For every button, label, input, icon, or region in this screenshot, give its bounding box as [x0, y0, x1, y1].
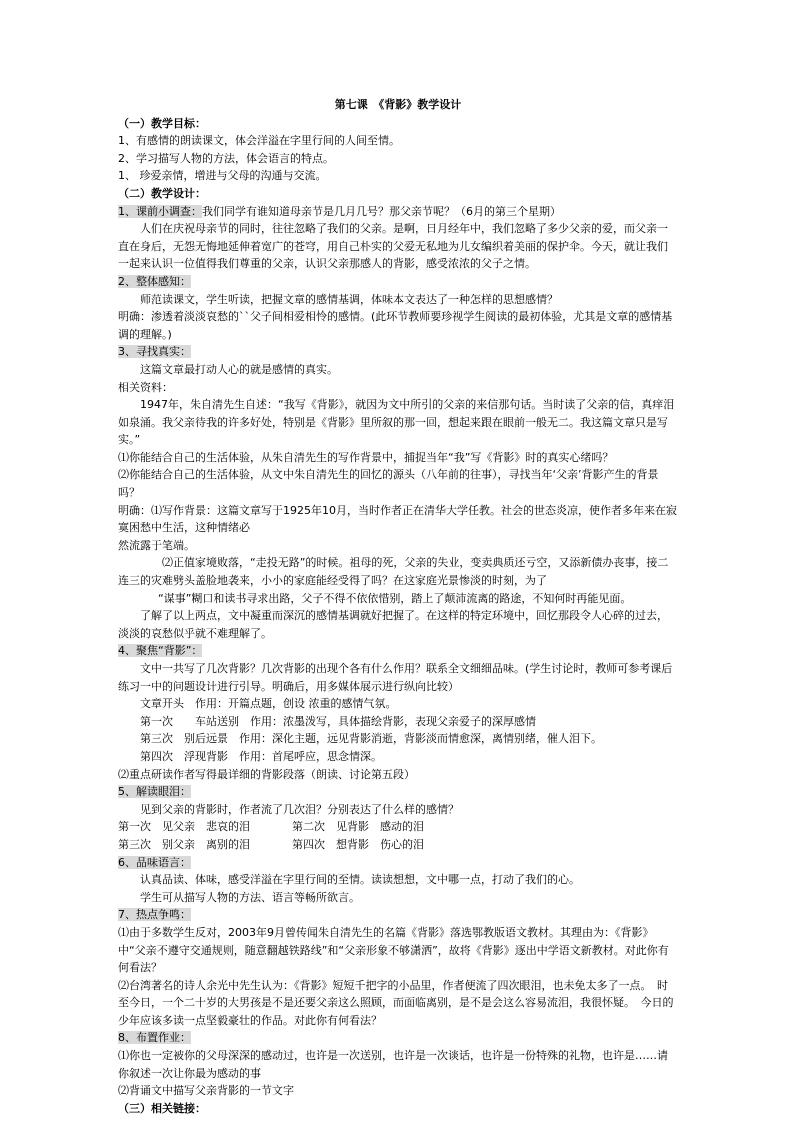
step-7-label: 7、热点争鸣： [118, 908, 191, 922]
objective-1: 1、有感情的朗读课文，体会洋溢在字里行间的人间至情。 [118, 134, 400, 148]
step-3-quote: 1947年，朱自清先生自述：“我写《背影》，就因为文中所引的父亲的来信那句话。当时读了父亲的信，真痒泪如泉涌。我父亲待我的许多好处，特别是《背影》里所叙的那一回，想起来跟在眼前一般无二。我这篇文章只是写实。” [118, 398, 675, 447]
step-3-answer-2: ⑵正值家境败落，“走投无路”的时候。祖母的死，父亲的失业，变卖典质还亏空，又添新债办丧事，接二连三的灾难劈头盖脸地袭来，小小的家庭能经受得了吗？在这家庭光景惨淡的时刻，为了 [118, 556, 669, 588]
step-6-text-1: 认真品读、体味，感受洋溢在字里行间的至情。读读想想，文中哪一点，打动了我们的心。 [140, 873, 580, 887]
step-8-label: 8、布置作业： [118, 1031, 191, 1045]
step-2-task: 师范读课文，学生听读，把握文章的感情基调，体味本文表达了一种怎样的思想感情？ [140, 292, 558, 306]
section-3-heading: （三）相关链接： [118, 1101, 206, 1115]
step-3-answer-1-end: 然流露于笔端。 [118, 538, 195, 552]
back-view-third: 第三次 别后远景 作用：深化主题，远见背影消逝，背影淡而情愈深，离情别绪，催人泪下。 [140, 732, 602, 746]
step-2-label: 2、整体感知： [118, 274, 191, 288]
step-1-body: 人们在庆祝母亲节的同时，往往忽略了我们的父亲。是啊，日月经年中，我们忽略了多少父亲的爱，而父亲一直在身后，无怨无悔地延伸着宽广的苍穹，用自己朴实的父爱无私地为儿女编织着美丽的保护伞。今天，就让我们一起来认识一位值得我们尊重的父亲，认识父亲那感人的背影，感受浓浓的父子之情。 [118, 222, 668, 271]
step-3-label: 3、寻找真实： [118, 345, 191, 359]
tears-cell: 第三次 别父亲 离别的泪 [118, 837, 250, 851]
step-3-summary: 了解了以上两点，文中凝重而深沉的感情基调就好把握了。在这样的特定环境中，回忆那段令人心碎的过去，淡淡的哀愁似乎就不难理解了。 [118, 609, 668, 640]
step-4-text: 文中一共写了几次背影？几次背影的出现个各有什么作用？联系全文细细品味。(学生讨论时，教师可参考课后练习一中的问题设计进行引导。明确后，用多媒体展示进行纵向比较） [118, 662, 673, 693]
tears-cell: 第四次 想背影 伤心的泪 [292, 837, 424, 851]
step-4-key-reading: ⑵重点研读作者写得最详细的背影段落（朗读、讨论第五段） [118, 767, 415, 781]
step-3-answer-1: 明确：⑴写作背景：这篇文章写于1925年10月，当时作者正在清华大学任教。社会的世态炎凉，使作者多年来在寂寞困愁中生活，这种情绪必 [118, 503, 677, 535]
step-7-text-1: ⑴由于多数学生反对，2003年9月曾传闻朱自清先生的名篇《背影》落选鄂教版语文教材。其理由为：《背影》中“父亲不遵守交通规则，随意翻越铁路线”和“父亲形象不够潇洒”，故将《背影》逐出中学语文新教材。对此你有何看法？ [118, 925, 669, 975]
section-2-heading: （二）教学设计： [118, 186, 206, 200]
section-1-heading: （一）教学目标： [118, 116, 206, 130]
step-3-question-1: ⑴你能结合自己的生活体验，从朱自清先生的写作背景中，捕捉当年“我”写《背影》时的真实心绪吗？ [118, 450, 614, 464]
tears-cell: 第一次 见父亲 悲哀的泪 [118, 820, 250, 834]
objective-2: 2、学习描写人物的方法，体会语言的特点。 [118, 151, 334, 165]
step-3-answer-2-end: “谋事”糊口和读书寻求出路，父子不得不依依惜别，踏上了颠沛流离的路途，不知何时再能见面。 [158, 591, 632, 605]
back-view-fourth: 第四次 浮现背影 作用：首尾呼应，思念情深。 [140, 749, 382, 763]
document-title: 第七课 《背影》教学设计 [334, 98, 462, 111]
tears-cell: 第二次 见背影 感动的泪 [292, 820, 424, 834]
back-view-first: 第一次 车站送别 作用：浓墨泼写，具体描绘背影，表现父亲爱子的深厚感情 [140, 714, 536, 728]
step-4-label: 4、聚焦“背影”： [118, 644, 203, 658]
step-3-question-2: ⑵你能结合自己的生活体验，从文中朱自清先生的回忆的源头（八年前的往事），寻找当年‘父亲’背影产生的背景吗？ [118, 468, 659, 500]
step-6-label: 6、品味语言： [118, 855, 191, 869]
step-1-question: 我们同学有谁知道母亲节是几月几号？那父亲节呢？（6月的第三个星期） [202, 204, 561, 218]
tears-row [118, 818, 678, 836]
step-1-label: 1、课前小调查： [118, 204, 202, 218]
back-view-opening: 文章开头 作用：开篇点题，创设 浓重的感情气氛。 [140, 697, 397, 711]
step-8-text-1: ⑴你也一定被你的父母深深的感动过，也许是一次送别，也许是一次谈话，也许是一份特殊的礼物，也许是……请你叙述一次让你最为感动的事 [118, 1049, 668, 1080]
objective-3: 1、 珍爱亲情，增进与父母的沟通与交流。 [118, 169, 327, 183]
step-7-text-2: ⑵台湾著名的诗人余光中先生认为：《背影》短短千把字的小品里，作者便流了四次眼泪，也未免太多了一点。 时至今日，一个二十岁的大男孩是不是还要父亲这么照顾，而面临离别，是不是会这么容易流泪，我很怀疑。 今日的少年应该多读一点坚毅豪壮的作品。对此你有何看法？ [118, 978, 674, 1027]
step-6-text-2: 学生可从描写人物的方法、语言等畅所欲言。 [140, 890, 360, 904]
step-3-text: 这篇文章最打动人心的就是感情的真实。 [140, 362, 338, 376]
step-1-line [118, 203, 678, 221]
document-page [118, 96, 678, 1117]
step-3-reference-label: 相关资料： [118, 380, 173, 394]
step-5-label: 5、解读眼泪： [118, 785, 191, 799]
step-2-answer: 明确：渗透着淡淡哀愁的``父子间相爱相怜的感情。(此环节教师要珍视学生阅读的最初体验，尤其是文章的感情基调的理解。) [118, 310, 673, 341]
step-8-text-2: ⑵背诵文中描写父亲背影的一节文字 [118, 1084, 294, 1098]
step-5-text: 见到父亲的背影时，作者流了几次泪？分别表达了什么样的感情？ [140, 802, 459, 816]
tears-row [118, 836, 678, 854]
